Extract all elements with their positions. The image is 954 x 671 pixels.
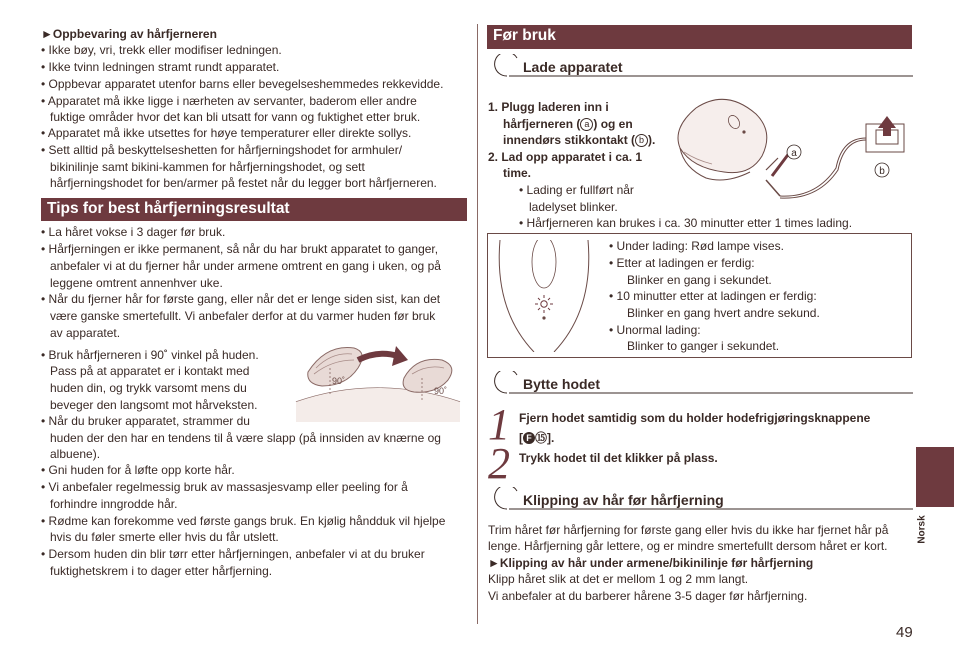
tips-item: • Når du bruker apparatet, strammer du — [41, 414, 250, 428]
angle-illustration — [292, 338, 462, 422]
charge-heading: Lade apparatet — [523, 59, 623, 75]
label-b: b — [879, 166, 885, 177]
column-divider — [477, 24, 478, 624]
storage-item: • Sett alltid på beskyttelseshetten for hårfjerningshodet for armhuler/ — [41, 143, 403, 157]
section-title: Før bruk — [493, 27, 556, 44]
tips-item: • Hårfjerningen er ikke permanent, så når du har brukt apparatet to ganger, — [41, 242, 439, 256]
clip-subheading: ►Klipping av hår under armene/bikinilinje før hårfjerning — [488, 556, 814, 570]
tips-item: beveger den langsomt mot hårveksten. — [50, 398, 258, 412]
tips-item: huden der den har en tendens til å være slapp (på innsiden av knærne og — [50, 431, 441, 445]
tips-item: fuktighetskrem i to dager etter hårfjerning. — [50, 564, 273, 578]
storage-item: fuktige områder hvor det kan bli utsatt for vann og fuktighet etter bruk. — [50, 110, 421, 124]
step-2: 2. Lad opp apparatet i ca. 1 — [488, 150, 643, 164]
head-step-2: Trykk hodet til det klikker på plass. — [519, 451, 718, 465]
lamp-state: • 10 minutter etter at ladingen er ferdig: — [609, 289, 817, 303]
lamp-state: • Etter at ladingen er ferdig: — [609, 256, 755, 270]
epilator-icon — [308, 348, 362, 395]
step-1: 1. Plugg laderen inn i — [488, 100, 609, 114]
storage-item: bikinilinje samt bikini-kammen for hårfjerningshodet, og sett — [50, 160, 365, 174]
arrow-right-icon — [358, 346, 408, 366]
blinking-lamp-icon — [535, 295, 553, 313]
step-1-line2: hårfjerneren ( a ) og en — [503, 117, 633, 131]
tips-item: leggene omtrent annenhver uke. — [50, 276, 223, 290]
clip-text: Trim håret før hårfjerning for første gang eller hvis du ikke har fjernet hår på — [488, 523, 889, 537]
step-1-line3: innendørs stikkontakt ( b ). — [503, 133, 656, 147]
language-label: Norsk — [916, 515, 928, 544]
lamp-illustration — [494, 240, 594, 352]
head-step-1-ref: [ F ⑮]. — [519, 431, 555, 445]
storage-item: • Ikke bøy, vri, trekk eller modifiser ledningen. — [41, 43, 282, 57]
label-a: a — [791, 148, 797, 159]
lamp-state: Blinker en gang i sekundet. — [627, 273, 772, 287]
language-tab — [916, 447, 954, 507]
tips-item: av apparatet. — [50, 326, 121, 340]
storage-item: • Apparatet må ikke ligge i nærheten av servanter, baderom eller andre — [41, 94, 417, 108]
step-number: 2 — [488, 439, 510, 488]
angle-label: 90˚ — [332, 376, 346, 386]
tips-title: Tips for best hårfjerningsresultat — [47, 200, 290, 217]
ref-a-badge: a — [580, 118, 593, 131]
lamp-state: • Under lading: Rød lampe vises. — [609, 239, 784, 253]
tips-item: forhindre inngrodde hår. — [50, 497, 178, 511]
tips-item: være ganske smertefullt. Vi anbefaler derfor at du varmer huden før bruk — [50, 309, 436, 323]
step-number: 1 — [488, 400, 510, 449]
lamp-state: Blinker en gang hvert andre sekund. — [627, 306, 820, 320]
tips-item: • Bruk hårfjerneren i 90˚ vinkel på huden. — [41, 348, 259, 362]
figure-f-badge: F — [523, 432, 535, 444]
tips-item: anbefaler vi at du fjerner hår under armene omtrent en gang i uken, og på — [50, 259, 441, 273]
lamp-state: Blinker to ganger i sekundet. — [627, 339, 780, 353]
head-step-1: Fjern hodet samtidig som du holder hodefrigjøringsknappene — [519, 411, 871, 425]
tips-item: hvis du føler smerte eller hvis du får utslett. — [50, 530, 279, 544]
tips-item: • Vi anbefaler regelmessig bruk av massasjesvamp eller peeling for å — [41, 480, 408, 494]
tips-item: • Rødme kan forekomme ved første gangs bruk. En kjølig håndduk vil hjelpe — [41, 514, 446, 528]
page-number: 49 — [896, 624, 913, 641]
ref-b-badge: b — [635, 134, 648, 147]
storage-item: • Ikke tvinn ledningen stramt rundt apparatet. — [41, 60, 280, 74]
charger-illustration — [666, 88, 912, 212]
storage-heading: ►Oppbevaring av hårfjerneren — [41, 27, 217, 41]
tips-item: • Dersom huden din blir tørr etter hårfjerningen, anbefaler vi at du bruker — [41, 547, 425, 561]
clip-text: Vi anbefaler at du barberer hårene 3-5 dager før hårfjerning. — [488, 589, 808, 603]
charge-note: ladelyset blinker. — [529, 200, 618, 214]
tips-item: huden din, og trykk varsomt mens du — [50, 381, 247, 395]
epilator-body-icon — [678, 99, 767, 180]
tips-item: Pass på at apparatet er i kontakt med — [50, 364, 250, 378]
lamp-state: • Unormal lading: — [609, 323, 701, 337]
charge-note: • Lading er fullført når — [519, 183, 634, 197]
clip-heading: Klipping av hår før hårfjerning — [523, 492, 724, 508]
tips-item: • La håret vokse i 3 dager før bruk. — [41, 225, 226, 239]
step-2-line2: time. — [503, 166, 532, 180]
clip-text: Klipp håret slik at det er mellom 1 og 2 mm langt. — [488, 572, 749, 586]
storage-item: • Apparatet må ikke utsettes for høye temperaturer eller direkte sollys. — [41, 126, 412, 140]
tips-item: albuene). — [50, 447, 101, 461]
angle-label: 90˚ — [434, 386, 448, 396]
tips-title-band — [41, 198, 467, 221]
language-label-wrap — [918, 512, 934, 548]
tips-item: • Gni huden for å løfte opp korte hår. — [41, 463, 235, 477]
section-title-band — [487, 25, 912, 49]
arrow-down-right-icon — [772, 152, 790, 176]
clip-text: lenge. Hårfjerning går lettere, og er mindre smertefullt dersom håret er kort. — [488, 539, 888, 553]
head-heading: Bytte hodet — [523, 376, 600, 392]
tips-item: • Når du fjerner hår for første gang, eller når det er lenge siden sist, kan det — [41, 292, 441, 306]
storage-item: • Oppbevar apparatet utenfor barns eller bevegelseshemmedes rekkevidde. — [41, 77, 444, 91]
charge-note: • Hårfjerneren kan brukes i ca. 30 minutter etter 1 times lading. — [519, 216, 853, 230]
storage-item: hårfjerningshodet for ben/armer på festet når du legger bort hårfjerneren. — [50, 176, 437, 190]
